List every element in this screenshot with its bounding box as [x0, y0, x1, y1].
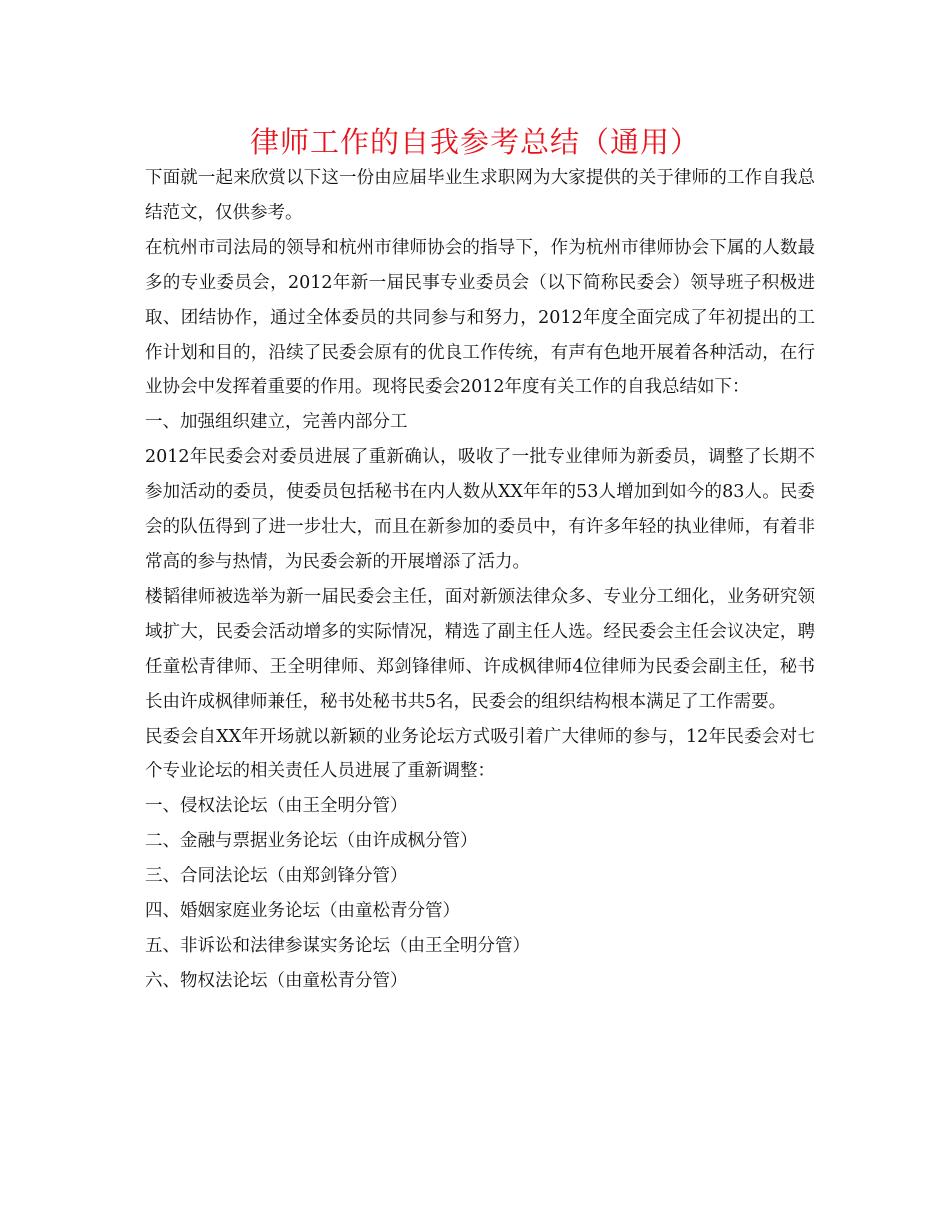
forum-list-item: 六、物权法论坛（由童松青分管）: [145, 970, 408, 991]
forum-list-item: 四、婚姻家庭业务论坛（由童松青分管）: [145, 901, 460, 922]
document-title: 律师工作的自我参考总结（通用）: [249, 125, 700, 159]
forum-list-item: 五、非诉讼和法律参谋实务论坛（由王全明分管）: [145, 935, 530, 956]
paragraph-overview: 在杭州市司法局的领导和杭州市律师协会的指导下，作为杭州市律师协会下属的人数最多的专业委员会，2012年新一届民事专业委员会（以下简称民委会）领导班子积极进取、团结协作，通过全体委员的共同参与和努力，2012年度全面完成了年初提出的工作计划和目的，沿续了民委会原有的优良工作传统，有声有色地开展着各种活动，在行业协会中发挥着重要的作用。现将民委会2012年度有关工作的自我总结如下：: [145, 237, 815, 398]
paragraph-membership: 2012年民委会对委员进展了重新确认，吸收了一批专业律师为新委员，调整了长期不参加活动的委员，使委员包括秘书在内人数从XX年年的53人增加到如今的83人。民委会的队伍得到了进一步壮大，而且在新参加的委员中，有许多年轻的执业律师，有着非常高的参与热情，为民委会新的开展增添了活力。: [145, 447, 815, 572]
paragraph-forums: 民委会自XX年开场就以新颖的业务论坛方式吸引着广大律师的参与，12年民委会对七个专业论坛的相关责任人员进展了重新调整：: [145, 726, 815, 782]
forum-list-item: 二、金融与票据业务论坛（由许成枫分管）: [145, 831, 478, 852]
paragraph-leadership: 楼韬律师被选举为新一届民委会主任，面对新颁法律众多、专业分工细化，业务研究领域扩大，民委会活动增多的实际情况，精选了副主任人选。经民委会主任会议决定，聘任童松青律师、王全明律师、郑剑锋律师、许成枫律师4位律师为民委会副主任，秘书长由许成枫律师兼任，秘书处秘书共5名，民委会的组织结构根本满足了工作需要。: [145, 586, 815, 712]
section-heading-1: 一、加强组织建立，完善内部分工: [145, 412, 408, 433]
paragraph-intro: 下面就一起来欣赏以下这一份由应届毕业生求职网为大家提供的关于律师的工作自我总结范文，仅供参考。: [145, 168, 815, 223]
forum-list-item: 三、合同法论坛（由郑剑锋分管）: [145, 866, 408, 887]
forum-list-item: 一、侵权法论坛（由王全明分管）: [145, 796, 408, 817]
document-body: [145, 161, 815, 999]
